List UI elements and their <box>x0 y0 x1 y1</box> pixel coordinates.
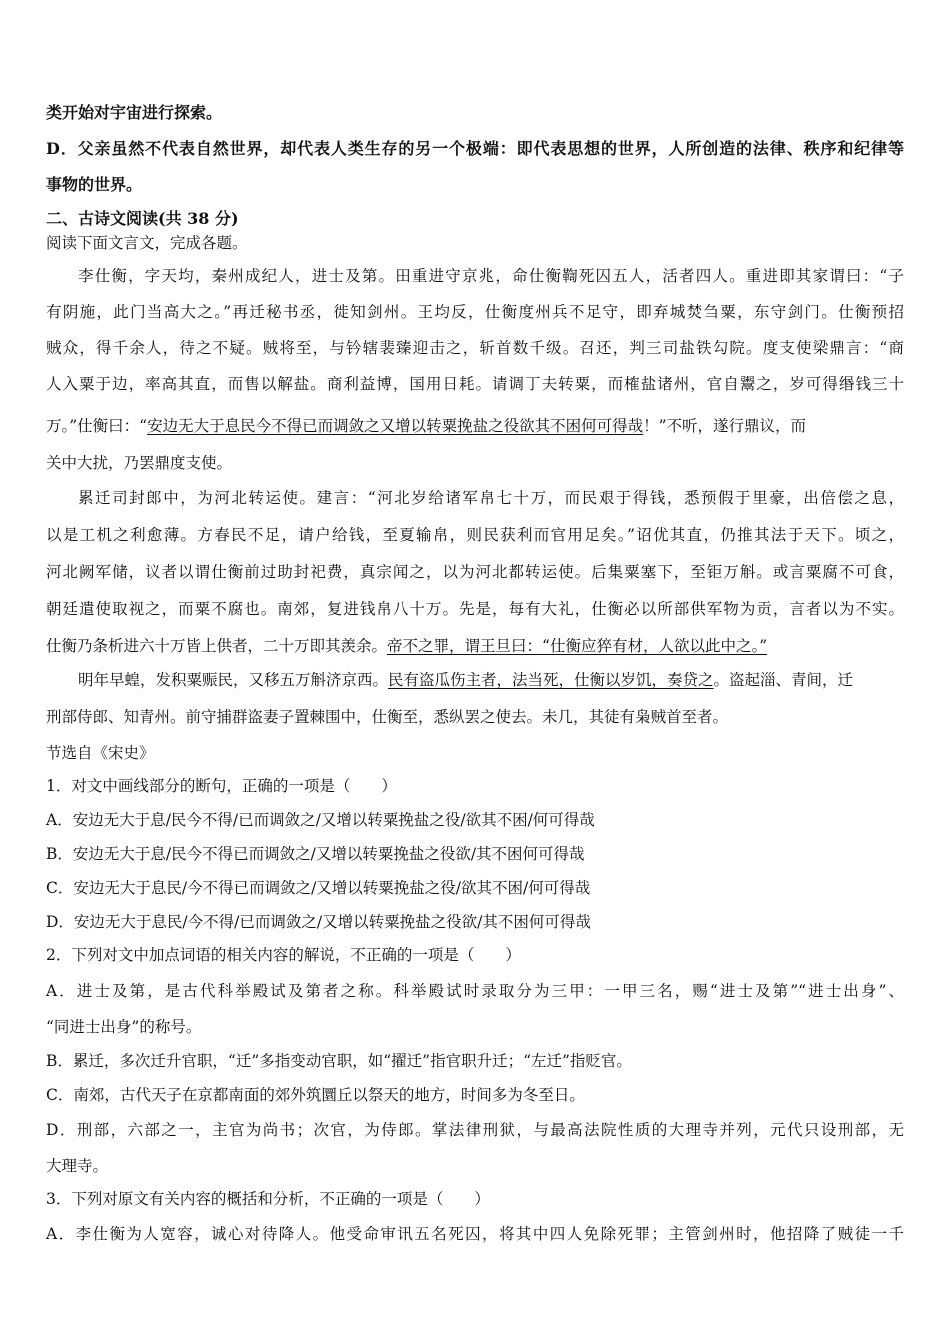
passage-p2-line5 <box>46 634 904 656</box>
passage-source: 节选自《宋史》 <box>46 744 155 762</box>
passage-p1-line5 <box>46 414 904 436</box>
underlined-sentence: 帝不之罪，谓王旦曰：“仕衡应猝有材，人欲以此中之。” <box>387 637 768 655</box>
underlined-sentence-q1: 安边无大于息民今不得已而调敛之又增以转粟挽盐之役欲其不困何可得哉 <box>147 417 644 435</box>
passage-p2-line1: 累迁司封郎中，为河北转运使。建言：“河北岁给诸军帛七十万，而民艰于得钱，悉预假于里豪，出倍偿之息， <box>78 489 904 507</box>
q1-option-a: A．安边无大于息/民今不得/已而调敛之/又增以转粟挽盐之役/欲其不困/何可得哉 <box>46 811 595 829</box>
q1-option-c: C．安边无大于息民/今不得已而调敛之/又增以转粟挽盐之役/欲其不困/何可得哉 <box>46 879 591 897</box>
passage-p3-line1 <box>78 668 904 690</box>
q2-option-b: B．累迁，多次迁升官职，“迁”多指变动官职，如“擢迁”指官职升迁；“左迁”指贬官。 <box>46 1052 632 1070</box>
reading-instruction: 阅读下面文言文，完成各题。 <box>46 234 248 252</box>
q2-stem: 2．下列对文中加点词语的相关内容的解说，不正确的一项是（ ） <box>46 946 521 964</box>
q1-option-d: D．安边无大于息民/今不得/已而调敛之/又增以转粟挽盐之役欲/其不困何可得哉 <box>46 913 591 931</box>
q2-option-a-line1: A．进士及第，是古代科举殿试及第者之称。科举殿试时录取分为三甲：一甲三名，赐“进士及第”“进士出身”、 <box>46 982 904 1000</box>
passage-p1-line6: 关中大扰，乃罢鼎度支使。 <box>46 454 233 472</box>
passage-p2-line4: 朝廷遣使取视之，而粟不腐也。南郊，复进钱帛八十万。先是，每有大礼，仕衡必以所部供军物为贡，言者以为不实。 <box>46 600 904 618</box>
passage-p1-line4: 人入粟于边，率高其直，而售以解盐。商利益博，国用日耗。请调丁夫转粟，而榷盐诸州，官自鬻之，岁可得缗钱三十 <box>46 375 904 393</box>
q3-option-a-line1: A．李仕衡为人宽容，诚心对待降人。他受命审讯五名死囚，将其中四人免除死罪；主管剑州时，他招降了贼徒一千 <box>46 1225 904 1243</box>
section-heading: 二、古诗文阅读(共 38 分) <box>46 209 239 228</box>
underlined-sentence: 民有盗瓜伤主者，法当死，仕衡以岁饥，奏贷之 <box>388 671 714 689</box>
q2-option-a-line2: “同进士出身”的称号。 <box>46 1018 202 1036</box>
q1-stem: 1．对文中画线部分的断句，正确的一项是（ ） <box>46 777 397 795</box>
passage-p1-line2: 有阴施，此门当高大之。”再迁秘书丞，徙知剑州。王均反，仕衡度州兵不足守，即弃城焚刍粟，东守剑门。仕衡预招 <box>46 303 904 321</box>
passage-p1-line1: 李仕衡，字天均，秦州成纪人，进士及第。田重进守京兆，命仕衡鞫死囚五人，活者四人。重进即其家谓曰：“子 <box>78 267 904 285</box>
q2-option-c: C．南郊，古代天子在京都南面的郊外筑圜丘以祭天的地方，时间多为冬至日。 <box>46 1086 585 1104</box>
prev-option-d-line2: 事物的世界。 <box>46 175 143 194</box>
passage-p3-line2: 刑部侍郎、知青州。前守捕群盗妻子置棘围中，仕衡至，悉纵罢之使去。未几，其徒有枭贼首至者。 <box>46 708 729 726</box>
passage-text: 万。”仕衡曰：“ <box>46 417 148 435</box>
passage-p2-line3: 河北阙军储，议者以谓仕衡前过助封祀费，真宗闻之，以为河北都转运使。后集粟塞下，至钜万斛。或言粟腐不可食， <box>46 563 904 581</box>
passage-p1-line3: 贼众，得千余人，待之不疑。贼将至，与钤辖裴臻迎击之，斩首数千级。召还，判三司盐铁勾院。度支使梁鼎言：“商 <box>46 339 904 357</box>
prev-option-d-line1: D．父亲虽然不代表自然世界，却代表人类生存的另一个极端：即代表思想的世界，人所创造的法律、秩序和纪律等 <box>46 139 904 158</box>
q1-option-b: B．安边无大于息/民今不得已而调敛之/又增以转粟挽盐之役欲/其不困何可得哉 <box>46 845 585 863</box>
passage-text: ！”不听，遂行鼎议，而 <box>643 417 807 435</box>
passage-text: 明年早蝗，发积粟赈民，又移五万斛济京西。 <box>78 671 389 689</box>
passage-text: 。盗起淄、青间，迁 <box>713 671 854 689</box>
prev-option-c-end: 类开始对宇宙进行探索。 <box>46 103 223 122</box>
q2-option-d-line2: 大理寺。 <box>46 1157 109 1175</box>
passage-p2-line2: 以是工机之利愈薄。方春民不足，请户给钱，至夏输帛，则民获利而官用足矣。”诏优其直，仍推其法于天下。顷之， <box>46 526 904 544</box>
passage-text: 仕衡乃条析进六十万皆上供者，二十万即其羡余。 <box>46 637 388 655</box>
q3-stem: 3．下列对原文有关内容的概括和分析，不正确的一项是（ ） <box>46 1190 490 1208</box>
q2-option-d-line1: D．刑部，六部之一，主官为尚书；次官，为侍郎。掌法律刑狱，与最高法院性质的大理寺并列，元代只设刑部，无 <box>46 1121 904 1139</box>
